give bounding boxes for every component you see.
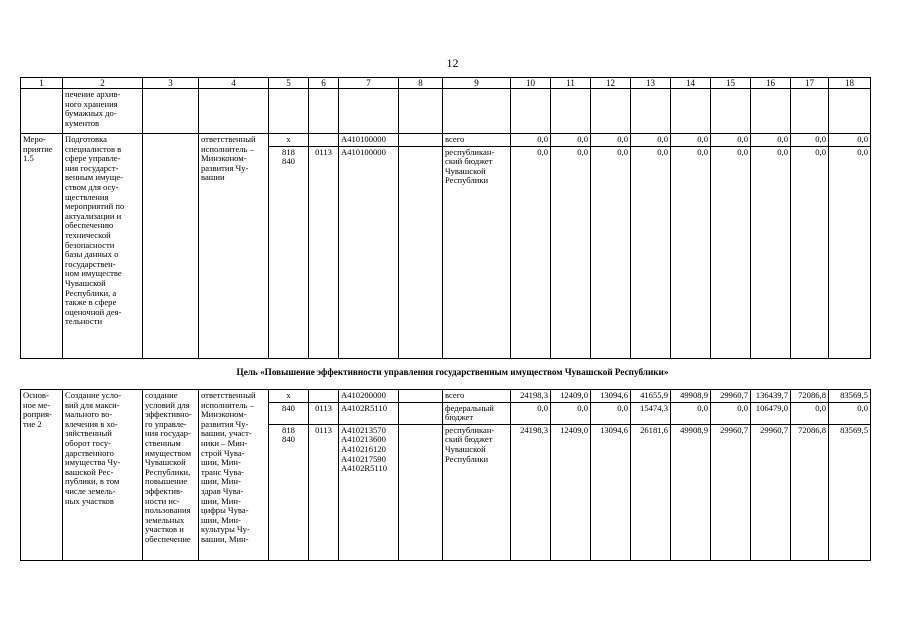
col-header: 12	[591, 78, 631, 89]
expected-result: создание условий для эффективно- го управле- ния государ- ственным имуществом Чувашской Республики, повышение эффектив- ности ис- пользования земельных участков и обеспечение	[143, 390, 199, 561]
funding-source: всего	[443, 390, 511, 403]
grbs-code: 818 840	[269, 146, 309, 358]
value-cell: 29960,7	[711, 424, 751, 560]
value-cell: 0,0	[551, 402, 591, 424]
table-row	[21, 390, 871, 403]
target-article-code: А4102R5110	[339, 402, 399, 424]
col-header: 11	[551, 78, 591, 89]
col-header: 3	[143, 78, 199, 89]
funding-source: республикан- ский бюджет Чувашской Республики	[443, 146, 511, 358]
value-cell: 0,0	[791, 146, 829, 358]
value-cell: 49908,9	[671, 424, 711, 560]
section-code	[309, 134, 339, 147]
value-cell: 83569,5	[829, 390, 871, 403]
value-cell: 0,0	[751, 146, 791, 358]
section-code: 0113	[309, 146, 339, 358]
value-cell: 29960,7	[751, 424, 791, 560]
value-cell: 26181,6	[631, 424, 671, 560]
col-header: 7	[339, 78, 399, 89]
value-cell: 24198,3	[511, 424, 551, 560]
program-table-top	[20, 77, 871, 359]
col-header: 13	[631, 78, 671, 89]
value-cell: 0,0	[591, 146, 631, 358]
section-code: 0113	[309, 402, 339, 424]
value-cell: 0,0	[711, 402, 751, 424]
value-cell: 13094,6	[591, 424, 631, 560]
target-article-code: А410213570 А410213600 А410216120 А410217590 А4102R5110	[339, 424, 399, 560]
measure-name-continued: печение архив- ного хранения бумажных до- кументов	[63, 89, 143, 134]
col-header: 2	[63, 78, 143, 89]
table-row	[21, 134, 871, 147]
value-cell: 13094,6	[591, 390, 631, 403]
value-cell: 0,0	[551, 134, 591, 147]
value-cell: 0,0	[551, 146, 591, 358]
value-cell: 72086,8	[791, 424, 829, 560]
funding-source: федеральный бюджет	[443, 402, 511, 424]
measure-name: Подготовка специалистов в сфере управле- ния государст- венным имуще- ством для осу- ществления мероприятий по актуализации и обеспечению технической безопасности базы данных о государствен- ном имуществе Чувашской Республики, а также в сфере оценочной дея- тельности	[63, 134, 143, 359]
col-header: 16	[751, 78, 791, 89]
value-cell: 0,0	[671, 402, 711, 424]
expected-result	[143, 134, 199, 359]
col-header: 10	[511, 78, 551, 89]
value-cell: 0,0	[791, 402, 829, 424]
value-cell: 0,0	[511, 134, 551, 147]
col-header: 15	[711, 78, 751, 89]
value-cell: 0,0	[591, 402, 631, 424]
value-cell: 29960,7	[711, 390, 751, 403]
section-code: 0113	[309, 424, 339, 560]
continuation-row	[21, 89, 871, 134]
value-cell: 106479,0	[751, 402, 791, 424]
col-header: 6	[309, 78, 339, 89]
header-row	[21, 78, 871, 89]
value-cell: 24198,3	[511, 390, 551, 403]
measure-label: Меро- приятие 1.5	[21, 134, 63, 359]
value-cell: 0,0	[591, 134, 631, 147]
value-cell: 12409,0	[551, 390, 591, 403]
goal-title: Цель «Повышение эффективности управления государственным имуществом Чувашской Республики»	[236, 367, 669, 377]
value-cell: 83569,5	[829, 424, 871, 560]
target-article-code: А410100000	[339, 146, 399, 358]
target-article-code: А410200000	[339, 390, 399, 403]
value-cell: 0,0	[711, 134, 751, 147]
responsible-executor: ответственный исполнитель – Минэконом- развития Чу- вашии, участ- ники – Мин- строй Чува- шии, Мин- транс Чува- шии, Мин- здрав Чува- шии, Мин- цифры Чува- шии, Мин- культуры Чу- вашии, Мин-	[199, 390, 269, 561]
col-header: 14	[671, 78, 711, 89]
value-cell: 0,0	[631, 146, 671, 358]
main-measure-label: Основ- ное ме- роприя- тие 2	[21, 390, 63, 561]
section-code	[309, 390, 339, 403]
value-cell: 0,0	[791, 134, 829, 147]
col-header: 4	[199, 78, 269, 89]
col-header: 18	[829, 78, 871, 89]
main-measure-name: Создание усло- вий для макси- мального во- влечения в хо- зяйственный оборот госу- дарственного имущества Чу- вашской Рес- публики, в том числе земель- ных участков	[63, 390, 143, 561]
value-cell: 0,0	[511, 146, 551, 358]
col-header: 8	[399, 78, 443, 89]
responsible-executor: ответственный исполнитель – Минэконом- развития Чу- вашии	[199, 134, 269, 359]
program-table-bottom	[20, 389, 871, 561]
grbs-code: 840	[269, 402, 309, 424]
grbs-code: 818 840	[269, 424, 309, 560]
value-cell: 0,0	[829, 402, 871, 424]
col-header: 5	[269, 78, 309, 89]
value-cell: 0,0	[631, 134, 671, 147]
value-cell: 41655,9	[631, 390, 671, 403]
grbs-code: x	[269, 134, 309, 147]
value-cell: 0,0	[671, 134, 711, 147]
target-article-code: А410100000	[339, 134, 399, 147]
value-cell: 12409,0	[551, 424, 591, 560]
page-number: 12	[446, 56, 459, 70]
value-cell: 0,0	[711, 146, 751, 358]
value-cell: 136439,7	[751, 390, 791, 403]
value-cell: 0,0	[671, 146, 711, 358]
grbs-code: x	[269, 390, 309, 403]
value-cell: 0,0	[829, 146, 871, 358]
value-cell: 0,0	[751, 134, 791, 147]
value-cell: 49908,9	[671, 390, 711, 403]
col-header: 17	[791, 78, 829, 89]
col-header: 9	[443, 78, 511, 89]
value-cell: 72086,8	[791, 390, 829, 403]
funding-source: всего	[443, 134, 511, 147]
col-header: 1	[21, 78, 63, 89]
value-cell: 0,0	[511, 402, 551, 424]
value-cell: 0,0	[829, 134, 871, 147]
value-cell: 15474,3	[631, 402, 671, 424]
funding-source: республикан- ский бюджет Чувашской Республики	[443, 424, 511, 560]
